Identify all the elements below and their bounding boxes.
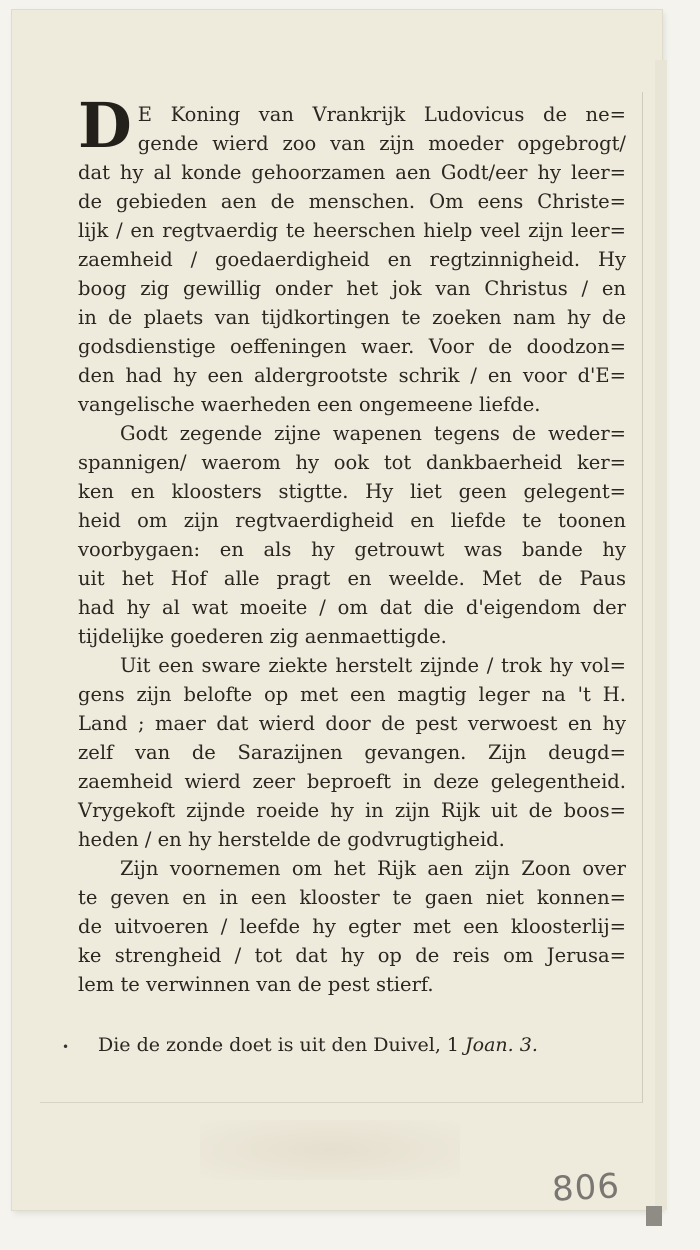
text-line: Uit een sware ziekte herstelt zijnde / trok hy vol= [120,654,626,677]
text-line: gens zijn belofte op met een magtig leger na 't H. [78,683,626,706]
text-line: Land ; maer dat wierd door de pest verwoest en hy [78,712,626,735]
text-line: E Koning van Vrankrijk Ludovicus de ne= [137,103,626,126]
drop-cap: D [78,89,132,162]
paper-edge [655,60,667,1210]
handwritten-number: 806 [550,1166,621,1210]
text-line: ken en kloosters stigtte. Hy liet geen gelegent= [78,480,626,503]
text-line: in de plaets van tijdkortingen te zoeken nam hy de [78,306,626,329]
text-line: gende wierd zoo van zijn moeder opgebrogt/ [137,132,626,155]
text-line: lem te verwinnen van de pest stierf. [78,973,434,996]
scripture-motto [98,1034,618,1056]
text-line: had hy al wat moeite / om dat die d'eigendom der [78,596,626,619]
text-line: Zijn voornemen om het Rijk aen zijn Zoon over [120,857,626,880]
motto-text: Die de zonde doet is uit den Duivel, 1 [98,1034,466,1056]
text-line: de gebieden aen de menschen. Om eens Christe= [78,190,626,213]
text-line: tijdelijke goederen zig aenmaettigde. [78,625,447,648]
body-text [78,89,626,999]
bullet-mark: • [62,1040,70,1054]
text-line: godsdienstige oeffeningen waer. Voor de doodzon= [78,335,626,358]
text-line: heid om zijn regtvaerdigheid en liefde te toonen [78,509,626,532]
text-line: ke strengheid / tot dat hy op de reis om Jerusa= [78,944,626,967]
text-line: te geven en in een klooster te gaen niet konnen= [78,886,626,909]
text-line: boog zig gewillig onder het jok van Christus / en [78,277,626,300]
text-line: Godt zegende zijne wapenen tegens de weder= [120,422,626,445]
text-line: heden / en hy herstelde de godvrugtigheid. [78,828,505,851]
text-line: zelf van de Sarazijnen gevangen. Zijn deugd= [78,741,626,764]
text-line: de uitvoeren / leefde hy egter met een kloosterlij= [78,915,626,938]
text-line: dat hy al konde gehoorzamen aen Godt/eer hy leer= [78,161,626,184]
corner-mark [646,1206,662,1226]
text-line: lijk / en regtvaerdig te heerschen hielp veel zijn leer= [78,219,626,242]
text-line: spannigen/ waerom hy ook tot dankbaerheid ker= [78,451,626,474]
text-line: Vrygekoft zijnde roeide hy in zijn Rijk uit de boos= [78,799,626,822]
text-line: vangelische waerheden een ongemeene liefde. [78,393,541,416]
text-line: voorbygaen: en als hy getrouwt was bande hy [78,538,626,561]
paper-stain [200,1120,460,1180]
text-line: uit het Hof alle pragt en weelde. Met de Paus [78,567,626,590]
text-line: den had hy een aldergrootste schrik / en voor d'E= [78,364,626,387]
motto-reference: Joan. 3. [465,1034,538,1056]
text-line: zaemheid / goedaerdigheid en regtzinnigheid. Hy [78,248,626,271]
text-line: zaemheid wierd zeer beproeft in deze gelegentheid. [78,770,626,793]
